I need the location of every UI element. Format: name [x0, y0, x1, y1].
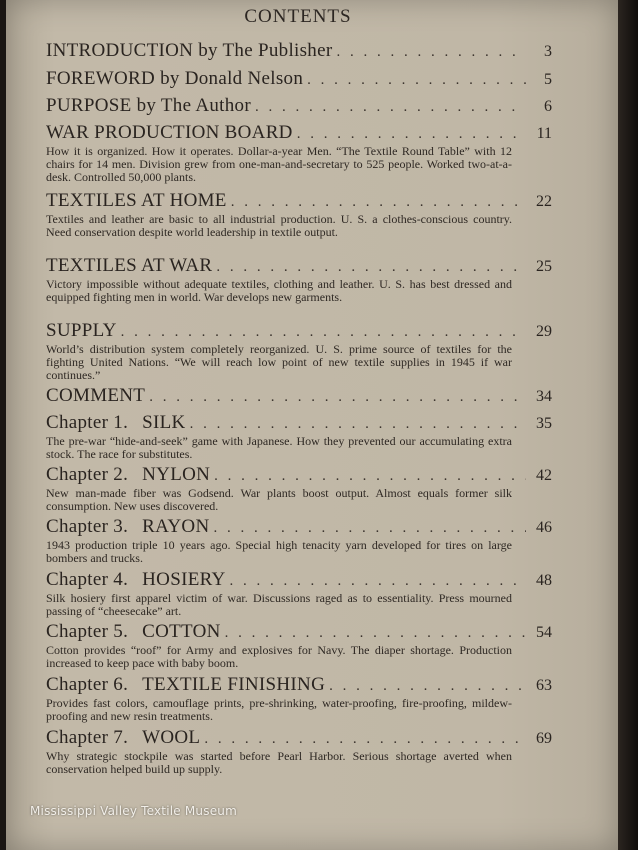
entry-title: SILK	[142, 412, 186, 433]
page-number: 35	[536, 415, 552, 432]
chapter-label: Chapter 1.	[46, 412, 129, 433]
entry-title: PURPOSE by The Author	[46, 95, 251, 116]
toc-entry	[46, 320, 552, 382]
toc-entry	[46, 727, 552, 776]
entry-title: TEXTILE FINISHING	[142, 674, 326, 695]
dot-leader	[225, 625, 526, 642]
museum-watermark: Mississippi Valley Textile Museum	[30, 804, 237, 818]
entry-description: Cotton provides “roof” for Army and explosives for Navy. The diaper shortage. Production increased to keep pace with baby boom.	[46, 643, 512, 670]
entry-description: 1943 production triple 10 years ago. Special high tenacity yarn developed for tires on large bombers and trucks.	[46, 538, 512, 565]
entry-description: Provides fast colors, camouflage prints, pre-shrinking, water-proofing, fire-proofing, mildew-proofing and new resin treatments.	[46, 696, 512, 723]
toc-entry	[46, 516, 552, 565]
page-number: 63	[536, 677, 552, 694]
dot-leader	[121, 324, 526, 341]
toc-entry	[46, 569, 552, 618]
entry-title: WAR PRODUCTION BOARD	[46, 122, 293, 143]
page-number: 3	[544, 43, 552, 60]
toc-entry	[46, 40, 552, 62]
dot-leader	[307, 72, 526, 89]
dot-leader	[297, 126, 526, 143]
dot-leader	[329, 678, 526, 695]
entry-title: TEXTILES AT WAR	[46, 255, 213, 276]
dot-leader	[214, 468, 526, 485]
entry-description: World’s distribution system completely reorganized. U. S. prime source of textiles for the fighting United Nations. “We will reach low point of new textile supplies in 1945 if war continues.”	[46, 342, 512, 382]
page-number: 29	[536, 323, 552, 340]
page-number: 54	[536, 624, 552, 641]
page-number: 6	[544, 98, 552, 115]
toc-entry	[46, 68, 552, 90]
toc-entry	[46, 122, 552, 184]
dot-leader	[255, 99, 526, 116]
chapter-label: Chapter 4.	[46, 569, 129, 590]
toc-entry	[46, 190, 552, 239]
dot-leader	[231, 194, 526, 211]
entry-title: HOSIERY	[142, 569, 226, 590]
entry-title: COTTON	[142, 621, 221, 642]
entry-title: TEXTILES AT HOME	[46, 190, 227, 211]
chapter-label: Chapter 2.	[46, 464, 129, 485]
entry-description: New man-made fiber was Godsend. War plants boost output. Almost equals former silk consumption. New uses discovered.	[46, 486, 512, 513]
dot-leader	[213, 520, 526, 537]
entry-title: INTRODUCTION by The Publisher	[46, 40, 333, 61]
chapter-label: Chapter 6.	[46, 674, 129, 695]
page-number: 34	[536, 388, 552, 405]
page-number: 42	[536, 467, 552, 484]
page-number: 22	[536, 193, 552, 210]
dot-leader	[216, 259, 526, 276]
entry-title: RAYON	[142, 516, 210, 537]
entry-title: FOREWORD by Donald Nelson	[46, 68, 304, 89]
entry-description: Textiles and leather are basic to all industrial production. U. S. a clothes-conscious country. Need conservation despite world leadership in textile output.	[46, 212, 512, 239]
entry-description: Why strategic stockpile was started before Pearl Harbor. Serious shortage averted when conservation helped build up supply.	[46, 749, 512, 776]
contents-heading: CONTENTS	[244, 6, 352, 27]
chapter-label: Chapter 5.	[46, 621, 129, 642]
entry-title: WOOL	[142, 727, 201, 748]
dot-leader	[190, 416, 526, 433]
entry-description: Victory impossible without adequate textiles, clothing and leather. U. S. has best dressed and equipped fighting men in world. War develops new garments.	[46, 277, 512, 304]
toc-entry	[46, 385, 552, 407]
book-spine-edge	[618, 0, 638, 850]
chapter-label: Chapter 3.	[46, 516, 129, 537]
toc-entry	[46, 255, 552, 304]
entry-description: Silk hosiery first apparel victim of war. Discussions raged as to essentiality. Press mourned passing of “cheesecake” art.	[46, 591, 512, 618]
toc-entry	[46, 464, 552, 513]
dot-leader	[230, 573, 526, 590]
page-number: 69	[536, 730, 552, 747]
entry-title: COMMENT	[46, 385, 146, 406]
entry-title: NYLON	[142, 464, 211, 485]
chapter-label: Chapter 7.	[46, 727, 129, 748]
book-page	[6, 0, 618, 850]
toc-entry	[46, 95, 552, 117]
dot-leader	[336, 44, 526, 61]
dot-leader	[149, 389, 526, 406]
page-number: 5	[544, 71, 552, 88]
toc-entry	[46, 621, 552, 670]
toc-entry	[46, 674, 552, 723]
page-number: 11	[536, 125, 552, 142]
dot-leader	[204, 731, 526, 748]
page-number: 48	[536, 572, 552, 589]
page-number: 46	[536, 519, 552, 536]
entry-description: How it is organized. How it operates. Dollar-a-year Men. “The Textile Round Table” with 12 chairs for 14 men. Division grew from one-man-and-secretary to 525 people. Worked two-at-a-desk. Controlled 50,000 plants.	[46, 144, 512, 184]
toc-entry	[46, 412, 552, 461]
entry-title: SUPPLY	[46, 320, 117, 341]
page-number: 25	[536, 258, 552, 275]
entry-description: The pre-war “hide-and-seek” game with Japanese. How they prevented our accumulating extra stock. The race for substitutes.	[46, 434, 512, 461]
